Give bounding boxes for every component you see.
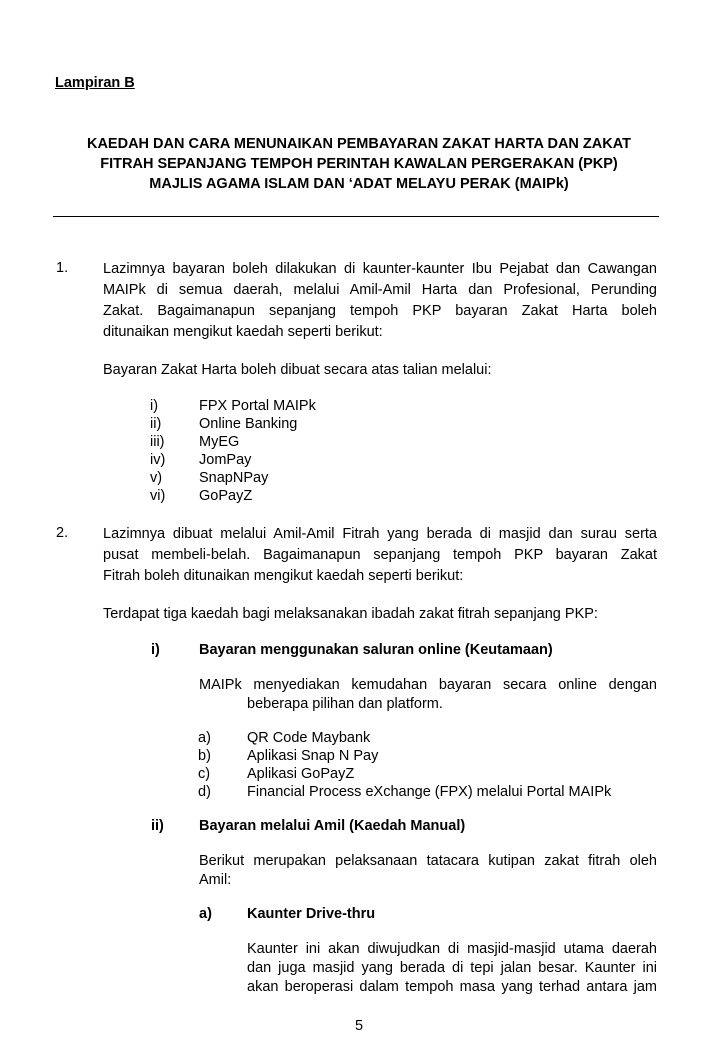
section-1-paragraph bbox=[103, 259, 657, 343]
zakat-harta-methods-list bbox=[150, 397, 450, 505]
sub-method-a-label: a) bbox=[199, 906, 212, 922]
sub-method-a-line: akan beroperasi dalam tempoh masa yang terhad antara jam bbox=[247, 979, 657, 995]
list-item bbox=[150, 469, 450, 487]
list-item bbox=[198, 783, 658, 801]
list-item-label: d) bbox=[198, 784, 211, 800]
section-1-line: MAIPk di semua daerah, melalui Amil-Amil Harta dan Profesional, Perunding bbox=[103, 282, 657, 298]
appendix-label: Lampiran B bbox=[55, 75, 135, 91]
document-title-line-1: KAEDAH DAN CARA MENUNAIKAN PEMBAYARAN ZAKAT HARTA DAN ZAKAT bbox=[86, 136, 631, 152]
list-item-text: Aplikasi GoPayZ bbox=[247, 766, 355, 782]
method-2-description bbox=[199, 852, 657, 890]
fitrah-online-options-list bbox=[198, 729, 658, 801]
title-divider bbox=[53, 216, 659, 217]
list-item-text: MyEG bbox=[199, 434, 240, 450]
list-item-text: SnapNPay bbox=[199, 470, 269, 486]
list-item bbox=[150, 487, 450, 505]
sub-method-a-line: Kaunter ini akan diwujudkan di masjid-masjid utama daerah bbox=[247, 941, 657, 957]
list-item bbox=[198, 729, 658, 747]
list-item-label: i) bbox=[150, 398, 159, 414]
list-item bbox=[150, 397, 450, 415]
section-1-line: ditunaikan mengikut kaedah seperti berikut: bbox=[103, 324, 383, 340]
zakat-fitrah-intro: Terdapat tiga kaedah bagi melaksanakan ibadah zakat fitrah sepanjang PKP: bbox=[103, 606, 598, 622]
list-item-label: b) bbox=[198, 748, 211, 764]
page-number: 5 bbox=[354, 1018, 364, 1034]
list-item-label: c) bbox=[198, 766, 211, 782]
list-item-text: JomPay bbox=[199, 452, 252, 468]
list-item-label: iv) bbox=[150, 452, 166, 468]
list-item-text: QR Code Maybank bbox=[247, 730, 371, 746]
list-item-text: FPX Portal MAIPk bbox=[199, 398, 316, 414]
section-2-line: Lazimnya dibuat melalui Amil-Amil Fitrah yang berada di masjid dan surau serta bbox=[103, 526, 657, 542]
document-title-line-3: MAJLIS AGAMA ISLAM DAN ‘ADAT MELAYU PERAK (MAIPk) bbox=[149, 176, 569, 192]
list-item-label: iii) bbox=[150, 434, 165, 450]
section-2-number: 2. bbox=[56, 525, 69, 541]
section-1-number: 1. bbox=[56, 260, 69, 276]
list-item bbox=[150, 451, 450, 469]
list-item-text: Aplikasi Snap N Pay bbox=[247, 748, 379, 764]
sub-method-a-line: dan juga masjid yang berada di tepi jalan besar. Kaunter ini bbox=[247, 960, 657, 976]
section-2-paragraph bbox=[103, 524, 657, 587]
zakat-harta-online-intro: Bayaran Zakat Harta boleh dibuat secara atas talian melalui: bbox=[103, 362, 492, 378]
method-1-desc-line: MAIPk menyediakan kemudahan bayaran secara online dengan bbox=[199, 677, 657, 693]
method-2-heading: Bayaran melalui Amil (Kaedah Manual) bbox=[199, 818, 466, 834]
method-2-label: ii) bbox=[151, 818, 164, 834]
section-1-line: Zakat. Bagaimanapun sepanjang tempoh PKP bayaran Zakat Harta boleh bbox=[103, 303, 657, 319]
method-1-desc-line: beberapa pilihan dan platform. bbox=[247, 696, 443, 712]
section-2-line: Fitrah boleh ditunaikan mengikut kaedah seperti berikut: bbox=[103, 568, 464, 584]
list-item-text: GoPayZ bbox=[199, 488, 253, 504]
list-item bbox=[198, 765, 658, 783]
list-item bbox=[150, 433, 450, 451]
list-item-text: Online Banking bbox=[199, 416, 298, 432]
method-1-label: i) bbox=[151, 642, 160, 658]
sub-method-a-heading: Kaunter Drive-thru bbox=[247, 906, 376, 922]
list-item-label: vi) bbox=[150, 488, 166, 504]
section-1-line: Lazimnya bayaran boleh dilakukan di kaunter-kaunter Ibu Pejabat dan Cawangan bbox=[103, 261, 657, 277]
list-item-label: ii) bbox=[150, 416, 162, 432]
list-item-label: v) bbox=[150, 470, 163, 486]
method-1-heading: Bayaran menggunakan saluran online (Keutamaan) bbox=[199, 642, 553, 658]
method-2-desc-line: Amil: bbox=[199, 872, 232, 888]
method-2-desc-line: Berikut merupakan pelaksanaan tatacara kutipan zakat fitrah oleh bbox=[199, 853, 657, 869]
list-item-text: Financial Process eXchange (FPX) melalui Portal MAIPk bbox=[247, 784, 612, 800]
section-2-line: pusat membeli-belah. Bagaimanapun sepanjang tempoh PKP bayaran Zakat bbox=[103, 547, 657, 563]
list-item bbox=[198, 747, 658, 765]
sub-method-a-description bbox=[247, 940, 657, 997]
document-title-line-2: FITRAH SEPANJANG TEMPOH PERINTAH KAWALAN PERGERAKAN (PKP) bbox=[100, 156, 618, 172]
method-1-description bbox=[199, 676, 657, 714]
list-item bbox=[150, 415, 450, 433]
list-item-label: a) bbox=[198, 730, 211, 746]
